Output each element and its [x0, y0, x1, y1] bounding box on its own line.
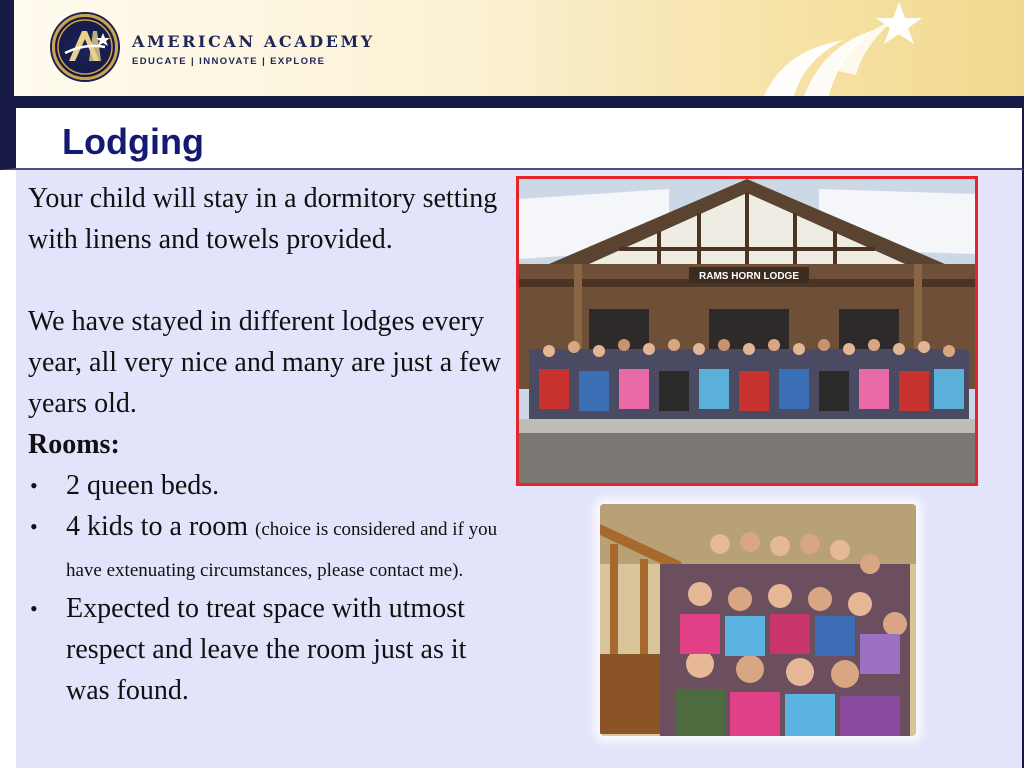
lodge-sign: RAMS HORN LODGE	[699, 271, 799, 282]
page-title: Lodging	[62, 121, 204, 162]
bullet-icon: •	[30, 473, 38, 498]
paragraph-dormitory: Your child will stay in a dormitory setting with linens and towels provided.	[28, 183, 498, 255]
lodge-group-photo	[516, 176, 978, 486]
brand-tagline: EDUCATE | INNOVATE | EXPLORE	[132, 56, 326, 67]
body-text	[28, 178, 508, 711]
header-divider	[0, 96, 1024, 108]
bullet-text: 4 kids to a room	[66, 511, 248, 542]
left-margin	[0, 170, 16, 768]
bullet-note: (choice is considered and if you have extenuating circumstances, please contact me).	[66, 519, 498, 581]
list-item	[28, 588, 508, 711]
title-bar	[0, 108, 1024, 170]
brand-name: AMERICAN ACADEMY	[132, 32, 375, 51]
girls-stairway-photo	[600, 504, 916, 736]
list-item	[28, 506, 508, 588]
bullet-icon: •	[30, 596, 38, 621]
rooms-heading: Rooms:	[28, 429, 120, 460]
bullet-icon: •	[30, 514, 38, 539]
rooms-list	[28, 465, 508, 711]
american-academy-seal-icon	[52, 14, 118, 80]
bullet-text: Expected to treat space with utmost respect and leave the room just as it was found.	[66, 593, 467, 706]
bullet-text: 2 queen beds.	[66, 470, 220, 501]
shooting-star-icon	[724, 0, 1024, 96]
paragraph-lodges: We have stayed in different lodges every year, all very nice and many are just a few years old.	[28, 306, 502, 419]
content-area	[16, 170, 1024, 768]
header-band	[0, 0, 1024, 96]
list-item	[28, 465, 508, 506]
